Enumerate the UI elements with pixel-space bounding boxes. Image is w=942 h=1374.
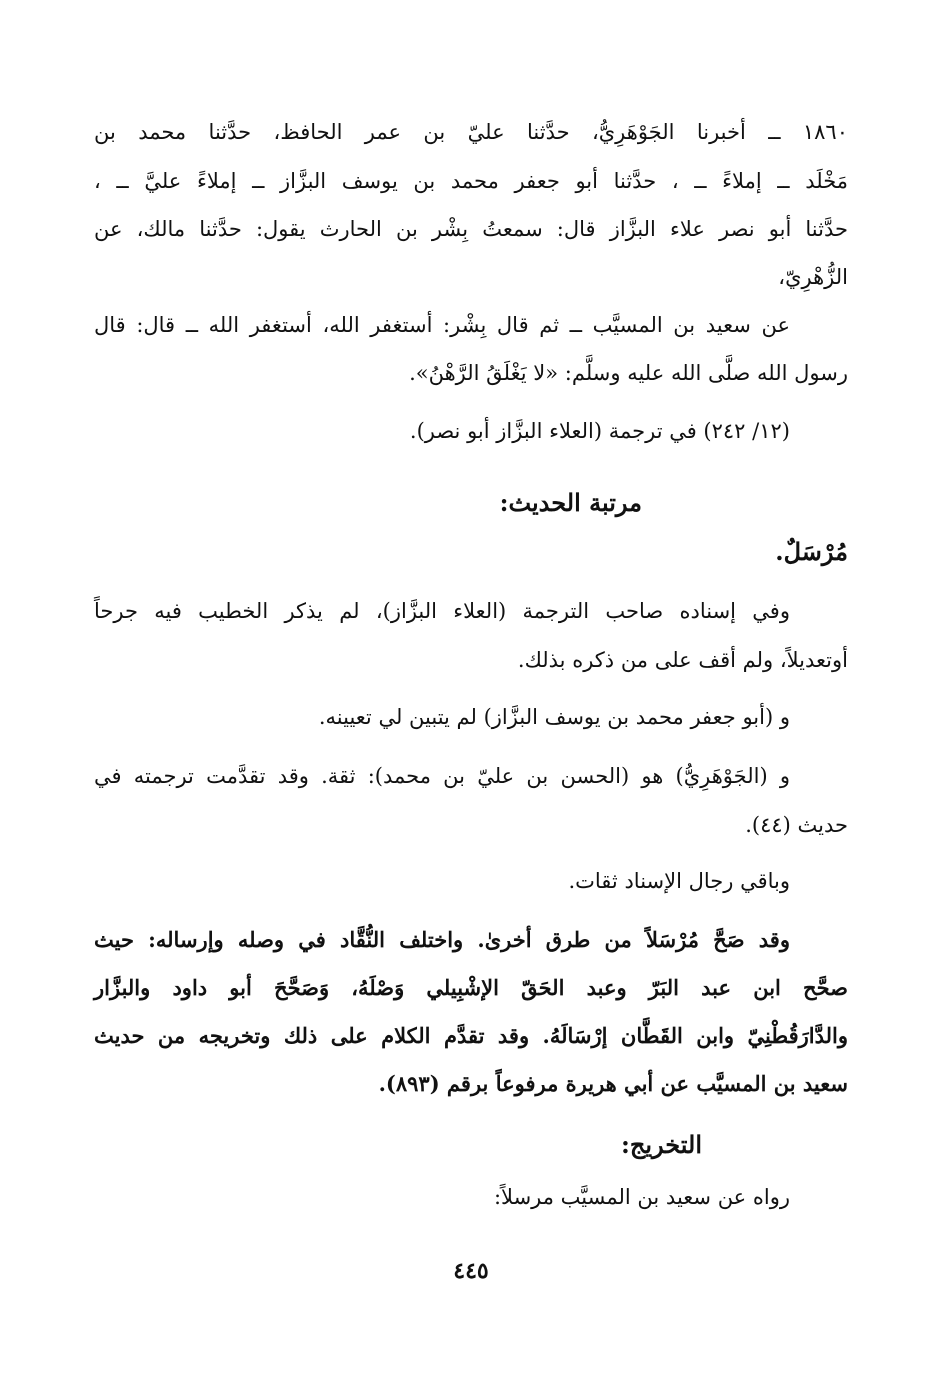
source-reference: (١٢/ ٢٤٢) في ترجمة (العلاء البزَّاز أبو نصر). <box>409 419 790 443</box>
hadith-line-3: حدَّثنا أبو نصر علاء البزَّاز قال: سمعتُ بِشْر بن الحارث يقول: حدَّثنا مالك، عن <box>94 217 848 241</box>
grade-paragraph-1-line-1: وفي إسناده صاحب الترجمة (العلاء البزَّاز)، لم يذكر الخطيب فيه جرحاً <box>94 599 790 623</box>
page-number: ٤٤٥ <box>453 1258 489 1284</box>
takhrij-line-1: رواه عن سعيد بن المسيَّب مرسلاً: <box>493 1185 790 1209</box>
grade-paragraph-5-line-2: صحَّح ابن عبد البَرّ وعبد الحَقّ الإشْبِيلي وَصْلَهُ، وَصَحَّحَ أبو داود والبزَّار <box>94 975 848 1000</box>
grade-paragraph-3-line-2: حديث (٤٤). <box>745 813 848 837</box>
grade-verdict: مُرْسَلٌ. <box>775 537 848 566</box>
grade-paragraph-1-line-2: أوتعديلاً، ولم أقف على من ذكره بذلك. <box>517 648 848 672</box>
hadith-line-2: مَخْلَد ــ إملاءً ــ ، حدَّثنا أبو جعفر محمد بن يوسف البزَّاز ــ إملاءً عليَّ ــ ، <box>94 169 848 193</box>
grade-paragraph-3-line-1: و (الجَوْهَرِيُّ) هو (الحسن بن عليّ بن محمد): ثقة. وقد تقدَّمت ترجمته في <box>94 764 790 788</box>
grade-paragraph-2: و (أبو جعفر محمد بن يوسف البزَّاز) لم يتبين لي تعيينه. <box>318 705 790 729</box>
grade-paragraph-5-line-1: وقد صَحَّ مُرْسَلاً من طرق أخرىٰ. واختلف النُّقَّاد في وصله وإرساله: حيث <box>94 927 790 952</box>
grade-heading: مرتبة الحديث: <box>499 488 642 517</box>
hadith-line-1: ١٨٦٠ ــ أخبرنا الجَوْهَرِيُّ، حدَّثنا عليّ بن عمر الحافظ، حدَّثنا محمد بن <box>94 120 848 144</box>
takhrij-heading: التخريج: <box>621 1130 702 1159</box>
grade-paragraph-4: وباقي رجال الإسناد ثقات. <box>568 869 790 893</box>
hadith-line-4: الزُّهْرِيّ، <box>778 265 848 289</box>
hadith-line-6: رسول الله صلَّى الله عليه وسلَّم: «لا يَغْلَقُ الرَّهْنُ». <box>409 361 848 385</box>
grade-paragraph-5-line-4: سعيد بن المسيَّب عن أبي هريرة مرفوعاً برقم (٨٩٣). <box>378 1071 848 1096</box>
grade-paragraph-5-line-3: والدَّارَقُطْنِيّ وابن القَطَّان إرْسَالَهُ. وقد تقدَّم الكلام على ذلك وتخريجه من حديث <box>94 1023 848 1048</box>
hadith-line-5: عن سعيد بن المسيَّب ــ ثم قال بِشْر: أستغفر الله، أستغفر الله ــ قال: قال <box>94 313 790 337</box>
